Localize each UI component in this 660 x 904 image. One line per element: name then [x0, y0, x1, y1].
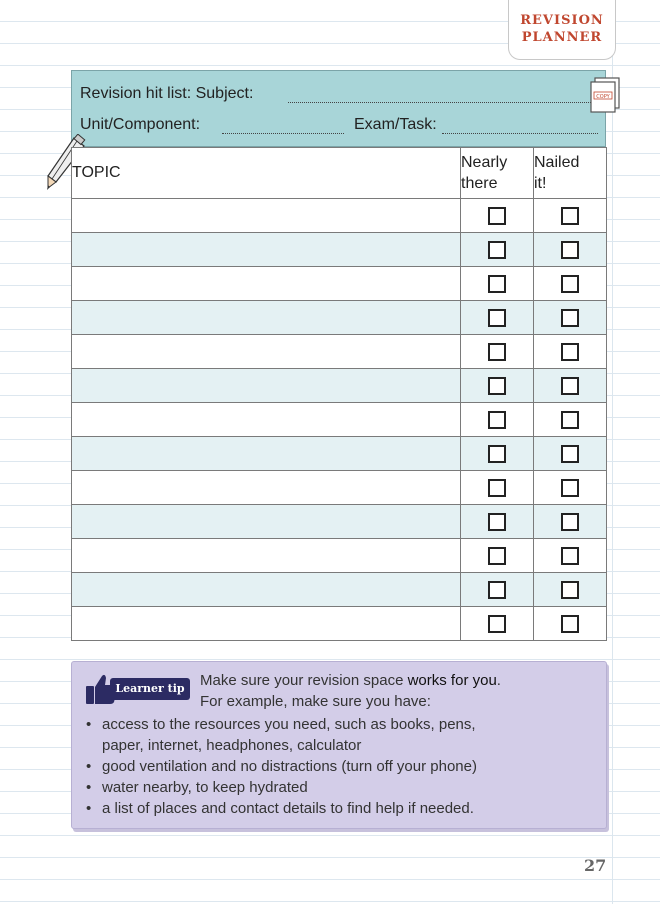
tip-intro — [200, 670, 501, 712]
tip-item-line: • water nearby, to keep hydrated — [102, 779, 308, 796]
nearly-there-checkbox[interactable] — [488, 479, 506, 497]
table-row — [72, 199, 607, 233]
nailed-it-checkbox[interactable] — [561, 581, 579, 599]
nailed-header-line-1: Nailed — [534, 154, 580, 171]
nailed-it-cell — [534, 335, 607, 369]
tip-item — [86, 756, 477, 777]
table-row — [72, 539, 607, 573]
nearly-there-checkbox[interactable] — [488, 275, 506, 293]
nearly-there-cell — [461, 403, 534, 437]
topic-cell[interactable] — [72, 573, 461, 607]
table-row — [72, 505, 607, 539]
table-row — [72, 233, 607, 267]
nearly-there-checkbox[interactable] — [488, 513, 506, 531]
nearly-there-checkbox[interactable] — [488, 615, 506, 633]
nailed-it-checkbox[interactable] — [561, 207, 579, 225]
topic-cell[interactable] — [72, 335, 461, 369]
exam-label: Exam/Task: — [354, 116, 437, 133]
page-number: 27 — [584, 856, 607, 875]
table-row — [72, 607, 607, 641]
subject-field[interactable] — [288, 88, 593, 103]
topic-cell[interactable] — [72, 233, 461, 267]
topic-cell[interactable] — [72, 403, 461, 437]
nailed-it-cell — [534, 471, 607, 505]
nearly-there-cell — [461, 505, 534, 539]
subject-label: Revision hit list: Subject: — [80, 85, 254, 102]
nailed-it-cell — [534, 301, 607, 335]
nailed-it-checkbox[interactable] — [561, 615, 579, 633]
table-row — [72, 267, 607, 301]
nailed-it-cell — [534, 267, 607, 301]
exam-field[interactable] — [442, 119, 598, 134]
nailed-it-header — [534, 148, 607, 199]
tip-item — [86, 777, 477, 798]
topics-table — [71, 147, 607, 641]
nearly-there-cell — [461, 607, 534, 641]
topic-cell[interactable] — [72, 539, 461, 573]
nailed-it-cell — [534, 369, 607, 403]
learner-tip-badge: Learner tip — [110, 678, 190, 700]
nearly-there-checkbox[interactable] — [488, 581, 506, 599]
nearly-there-cell — [461, 369, 534, 403]
nailed-it-cell — [534, 233, 607, 267]
nailed-it-checkbox[interactable] — [561, 445, 579, 463]
tip-intro-bold: works for you — [407, 672, 497, 689]
tip-item-line: paper, internet, headphones, calculator — [102, 737, 362, 754]
topic-cell[interactable] — [72, 369, 461, 403]
table-row — [72, 471, 607, 505]
nailed-it-cell — [534, 437, 607, 471]
nearly-there-cell — [461, 335, 534, 369]
nailed-it-checkbox[interactable] — [561, 275, 579, 293]
nearly-there-checkbox[interactable] — [488, 547, 506, 565]
nearly-there-checkbox[interactable] — [488, 207, 506, 225]
table-row — [72, 335, 607, 369]
nailed-it-cell — [534, 539, 607, 573]
topic-header: TOPIC — [72, 148, 461, 199]
nearly-there-cell — [461, 437, 534, 471]
nailed-it-checkbox[interactable] — [561, 241, 579, 259]
unit-field[interactable] — [222, 119, 344, 134]
table-row — [72, 573, 607, 607]
topic-cell[interactable] — [72, 471, 461, 505]
nearly-there-checkbox[interactable] — [488, 343, 506, 361]
tab-line-1: REVISION — [520, 13, 604, 28]
nearly-there-cell — [461, 539, 534, 573]
nailed-it-cell — [534, 403, 607, 437]
nearly-there-cell — [461, 573, 534, 607]
topic-cell[interactable] — [72, 437, 461, 471]
nearly-there-checkbox[interactable] — [488, 445, 506, 463]
tip-list — [86, 714, 477, 819]
nailed-it-cell — [534, 505, 607, 539]
unit-label: Unit/Component: — [80, 116, 201, 133]
nearly-there-cell — [461, 471, 534, 505]
table-row — [72, 301, 607, 335]
topic-cell[interactable] — [72, 267, 461, 301]
tip-item — [86, 798, 477, 819]
nearly-header-line-2: there — [461, 175, 498, 192]
topic-cell[interactable] — [72, 607, 461, 641]
nailed-header-line-2: it! — [534, 175, 547, 192]
nearly-there-cell — [461, 233, 534, 267]
margin-line — [612, 0, 613, 904]
nearly-there-checkbox[interactable] — [488, 309, 506, 327]
table-row — [72, 437, 607, 471]
nailed-it-checkbox[interactable] — [561, 377, 579, 395]
nailed-it-checkbox[interactable] — [561, 479, 579, 497]
topic-cell[interactable] — [72, 505, 461, 539]
nearly-header-line-1: Nearly — [461, 154, 508, 171]
tip-item-line: • a list of places and contact details to find help if needed. — [102, 800, 474, 817]
nearly-there-checkbox[interactable] — [488, 411, 506, 429]
nearly-there-cell — [461, 301, 534, 335]
nearly-there-checkbox[interactable] — [488, 377, 506, 395]
tip-item-line: • good ventilation and no distractions (turn off your phone) — [102, 758, 477, 775]
learner-tip-box — [71, 661, 607, 829]
table-row — [72, 403, 607, 437]
nearly-there-cell — [461, 267, 534, 301]
nailed-it-checkbox[interactable] — [561, 547, 579, 565]
copy-page-icon — [589, 77, 623, 115]
nailed-it-cell — [534, 573, 607, 607]
nearly-there-checkbox[interactable] — [488, 241, 506, 259]
table-row — [72, 369, 607, 403]
tip-intro-pre: Make sure your revision space — [200, 672, 408, 689]
nailed-it-checkbox[interactable] — [561, 309, 579, 327]
copy-label: COPY — [596, 94, 610, 100]
nearly-there-cell — [461, 199, 534, 233]
nailed-it-checkbox[interactable] — [561, 411, 579, 429]
tip-intro-post: . — [496, 672, 501, 689]
topic-cell[interactable] — [72, 199, 461, 233]
nailed-it-checkbox[interactable] — [561, 343, 579, 361]
nailed-it-cell — [534, 199, 607, 233]
tab-line-2: PLANNER — [521, 30, 603, 45]
nailed-it-checkbox[interactable] — [561, 513, 579, 531]
nearly-there-header — [461, 148, 534, 199]
hit-list-header — [71, 70, 606, 147]
tip-item-line: • access to the resources you need, such as books, pens, — [102, 716, 476, 733]
nailed-it-cell — [534, 607, 607, 641]
tip-intro-line-2: For example, make sure you have: — [200, 693, 431, 710]
tip-item — [86, 714, 477, 756]
revision-planner-tab — [508, 0, 616, 60]
topic-cell[interactable] — [72, 301, 461, 335]
